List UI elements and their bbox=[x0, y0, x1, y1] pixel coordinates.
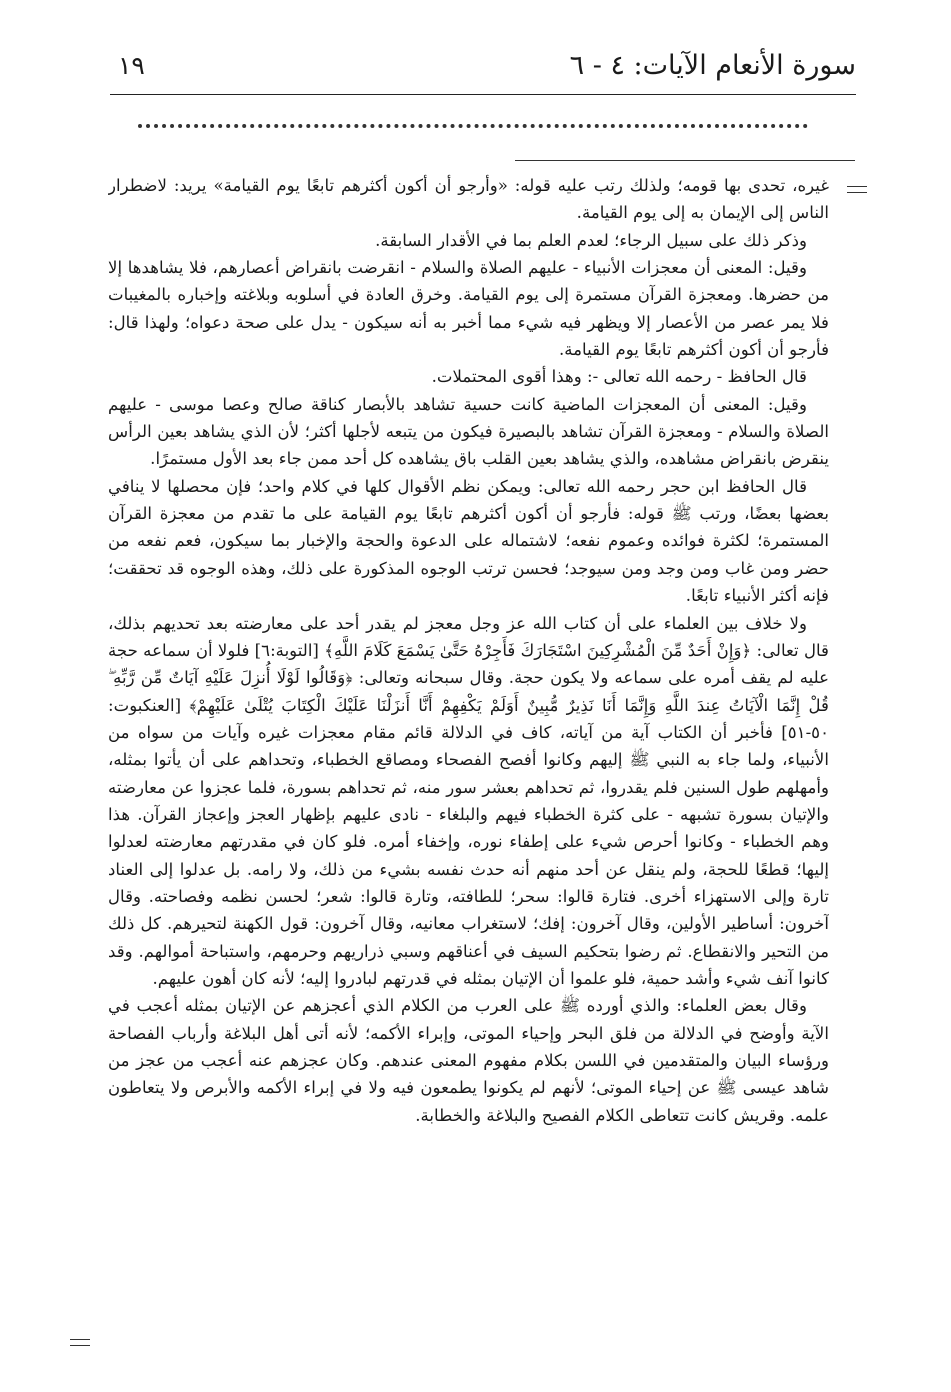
continuation-mark-top bbox=[847, 186, 867, 193]
running-title: سورة الأنعام الآيات: ٤ - ٦ bbox=[569, 50, 856, 81]
page-number: ١٩ bbox=[118, 51, 145, 80]
paragraph: وقيل: المعنى أن معجزات الأنبياء - عليهم الصلاة والسلام - انقرضت بانقراض أعصارهم، فلا يشاهدها إلا من حضرها. ومعجزة القرآن مستمرة إلى يوم القيامة. وخرق العادة في أسلوبه وبلاغته وإخباره بالمغيبات فلا يمر عصر من الأعصار إلا ويظهر فيه شيء مما أخبر به أنه سيكون - يدل على صحة دعواه؛ ولهذا قال: فأرجو أن أكون أكثرهم تابعًا يوم القيامة. bbox=[108, 258, 829, 360]
footnote-rule bbox=[515, 160, 855, 161]
paragraph: قال الحافظ - رحمه الله تعالى -: وهذا أقوى المحتملات. bbox=[431, 367, 807, 387]
paragraph: وقال بعض العلماء: والذي أورده ﷺ على العرب من الكلام الذي أعجزهم عن الإتيان بمثله أعجب في الآية وأوضح في الدلالة من فلق البحر وإحياء الموتى، وإبراء الأكمه؛ لأنه أتى أهل البلاغة وأرباب الفصاحة ورؤساء البيان والمتقدمين في اللسن بكلام مفهوم المعنى عندهم. وكان عجزهم عنه أعجب من عجز من شاهد عيسى ﷺ عن إحياء الموتى؛ لأنهم لم يكونوا يطمعون فيه ولا في إبراء الأكمه والأبرص ولا يتعاطون علمه. وقريش كانت تتعاطى الكلام الفصيح والبلاغة والخطابة. bbox=[108, 996, 829, 1125]
footnote-text bbox=[108, 172, 829, 1322]
continuation-mark-bottom bbox=[70, 1339, 90, 1346]
dotted-separator bbox=[138, 124, 808, 128]
paragraph: وذكر ذلك على سبيل الرجاء؛ لعدم العلم بما في الأقدار السابقة. bbox=[375, 230, 807, 250]
paragraph: ولا خلاف بين العلماء على أن كتاب الله عز وجل معجز لم يقدر أحد على معارضته بعد تحديهم بذلك، قال تعالى: ﴿وَإِنْ أَحَدٌ مِّنَ الْمُشْرِكِينَ اسْتَجَارَكَ فَأَجِرْهُ حَتَّىٰ يَسْمَعَ كَلَامَ اللَّهِ﴾ [التوبة:٦] فلولا أن سماعه حجة عليه لم يقف أمره على سماعه ولا يكون حجة. وقال سبحانه وتعالى: ﴿وَقَالُوا لَوْلَا أُنزِلَ عَلَيْهِ آيَاتٌ مِّن رَّبِّهِ ۖ قُلْ إِنَّمَا الْآيَاتُ عِندَ اللَّهِ وَإِنَّمَا أَنَا نَذِيرٌ مُّبِينٌ أَوَلَمْ يَكْفِهِمْ أَنَّا أَنزَلْنَا عَلَيْكَ الْكِتَابَ يُتْلَىٰ عَلَيْهِمْ﴾ [العنكبوت: ٥٠-٥١] فأخبر أن الكتاب آية من آياته، كاف في الدلالة قائم مقام معجزات غيره وآيات من سواه من الأنبياء، ولما جاء به النبي ﷺ إليهم وكانوا أفصح الفصحاء ومصاقع الخطباء، وتحداهم على أن يأتوا بمثله، وأمهلهم طول السنين فلم يقدروا، ثم تحداهم بعشر سور منه، ثم تحداهم بسورة، فلما عجزوا عن معارضته والإتيان بسورة تشبهه - على كثرة الخطباء فيهم والبلغاء - نادى عليهم بإظهار العجز وإعجاز القرآن. هذا وهم الخطباء - وكانوا أحرص شيء على إطفاء نوره، وإخفاء أمره. فلو كان في مقدرتهم معارضته لعدلوا إليها؛ قطعًا للحجة، ولم ينقل عن أحد منهم أنه حدث نفسه بشيء من ذلك، ولا رامه. بل عدلوا إلى العناد تارة وإلى الاستهزاء أخرى. فتارة قالوا: سحر؛ للطافته، وتارة قالوا: شعر؛ لحسن نظمه وفصاحته. وقال آخرون: أساطير الأولين، وقال آخرون: إفك؛ لاستغراب معانيه، وقال آخرون: قول الكهنة لتحيرهم. كل ذلك من التحير والانقطاع. ثم رضوا بتحكيم السيف في أعناقهم وسبي ذراريهم وحرمهم، واستباحة أموالهم. وقد كانوا آنف شيء وأشد حمية، فلو علموا أن الإتيان بمثله في قدرتهم لبادروا إليه؛ لأنه كان أهون عليهم. bbox=[108, 613, 829, 988]
paragraph: قال الحافظ ابن حجر رحمه الله تعالى: ويمكن نظم الأقوال كلها في كلام واحد؛ فإن محصلها لا ينافي بعضها بعضًا، ورتب ﷺ قوله: فأرجو أن أكون أكثرهم تابعًا يوم القيامة على ما تقدم من معجزة القرآن المستمرة؛ لكثرة فوائده وعموم نفعه؛ لاشتماله على الدعوة والحجة والإخبار بما سيكون، فعم نفعه من حضر ومن غاب ومن وجد ومن سيوجد؛ فحسن ترتب الوجوه المذكورة على ذلك، وهذه الوجوه قد تحققت؛ فإنه أكثر الأنبياء تابعًا. bbox=[108, 476, 829, 606]
page-header bbox=[110, 44, 856, 95]
paragraph: غيره، تحدى بها قومه؛ ولذلك رتب عليه قوله: «وأرجو أن أكون أكثرهم تابعًا يوم القيامة» يريد: لاضطرار الناس إلى الإيمان به إلى يوم القيامة. bbox=[108, 176, 829, 223]
paragraph: وقيل: المعنى أن المعجزات الماضية كانت حسية تشاهد بالأبصار كناقة صالح وعصا موسى - عليهم الصلاة والسلام - ومعجزة القرآن تشاهد بالبصيرة فيكون من يتبعه لأجلها أكثر؛ لأن الذي يشاهد بعين الرأس ينقرض بانقراض مشاهده، والذي يشاهد بعين القلب باق يشاهده كل أحد ممن جاء بعد الأول مستمرًا. bbox=[108, 394, 829, 469]
